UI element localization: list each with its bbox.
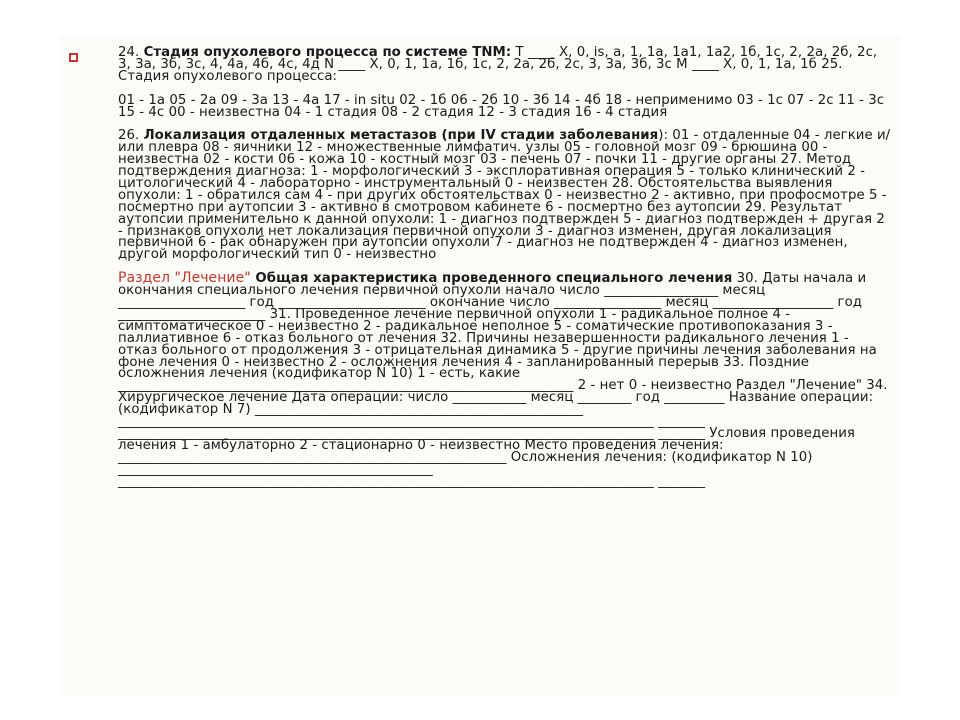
heading-stage-tnm: Стадия опухолевого процесса по системе TNM:: [143, 45, 512, 60]
square-bullet-icon: [69, 53, 78, 62]
heading-treatment: Общая характеристика проведенного специального лечения: [250, 271, 733, 287]
section-label-treatment: Раздел "Лечение": [118, 270, 251, 287]
heading-metastases: Локализация отдаленных метастазов (при IV стадии заболевания: [143, 128, 659, 144]
paragraph-stage-tnm: [118, 47, 892, 83]
paragraph-stage-codes: 01 - 1a 05 - 2a 09 - 3a 13 - 4a 17 - in situ 02 - 1б 06 - 2б 10 - 3б 14 - 4б 18 - неприменимо 03 - 1c 07 - 2c 11 - 3c 15 - 4c 00 - неизвестна 04 - 1 стадия 08 - 2 стадия 12 - 3 стадия 16 - 4 стадия: [118, 92, 885, 120]
document-text: [118, 47, 892, 487]
text-metastases: ): 01 - отдаленные 04 - легкие и/или плевра 08 - яичники 12 - множественные лимфатич. узлы 05 - головной мозг 09 - брюшина 00 - неизвестна 02 - кости 06 - кожа 10 - костный мозг 03 - печень 07 - почки 11 - другие органы 27. Метод подтверждения диагноза: 1 - морфологический 3 - эксплоративная операция 5 - только клинический 2 - цитологический 4 - лабораторно - инструментальный 0 - неизвестен 28. Обстоятельства выявления опухоли: 1 - обратился сам 4 - при других обстоятельствах 0 - неизвестно 2 - активно, при профосмотре 5 - посмертно при аутопсии 3 - активно в смотровом кабинете 6 - посмертно без аутопсии 29. Результат аутопсии применительно к данной опухоли: 1 - диагноз подтвержден 5 - диагноз подтвержден + другая 2 - признаков опухоли нет локализация первичной опухоли 3 - диагноз изменен, другая локализация первичной 6 - рак обнаружен при аутопсии опухоли 7 - диагноз не подтвержден 4 - диагноз изменен, другой морфологический тип 0 - неизвестно: [118, 128, 891, 263]
text-treatment: 30. Даты начала и окончания специального лечения первичной опухоли начало число _________________ месяц ___________________ год ______________________ окончание число ________________ месяц __________________ год ______________________ 31. Проведенное лечение первичной опухоли 1 - радикальное полное 4 - симптоматическое 0 - неизвестно 2 - радикальное неполное 5 - соматические противопоказания 3 - паллиативное 6 - отказ больного от лечения 32. Причины незавершенности радикального лечения 1 - отказ больного от продолжения 3 - отрицательная динамика 5 - другие причины лечения заболевания на фоне лечения 0 - неизвестно 2 - осложнения лечения 4 - запланированный перерыв 33. Поздние осложнения лечения (кодификатор N 10) 1 - есть, какие ____________________________________________________________________ 2 - нет 0 - неизвестно Раздел "Лечение" 34. Хирургическое лечение Дата операции: число ___________ месяц ________ год _________ Название операции: (кодификатор N 7) _________________________________________________ ________________________________________________________________________________ _______ ________________________________________________________________________________ _______ Условия проведения лечения 1 - амбулаторно 2 - стационарно 0 - неизвестно Место проведения лечения: __________________________________________________________ Осложнения лечения: (кодификатор N 10) _______________________________________________ ________________________________________________________________________________ _______: [118, 271, 888, 489]
item-number-24: 24.: [118, 45, 144, 60]
paragraph-treatment: [118, 270, 892, 489]
item-number-26: 26.: [118, 128, 144, 144]
text-stage-tnm: Т ____ Х, 0, is, a, 1, 1a, 1a1, 1a2, 1б, 1c, 2, 2a, 2б, 2c, 3, 3a, 3б, 3c, 4, 4a, 4б, 4c, 4д N ____ Х, 0, 1, 1a, 1б, 1c, 2, 2a, 2б, 2c, 3, 3a, 3б, 3c M ____ Х, 0, 1, 1a, 1б 25. Стадия опухолевого процесса:: [118, 45, 878, 84]
paragraph-metastases: [118, 130, 892, 261]
